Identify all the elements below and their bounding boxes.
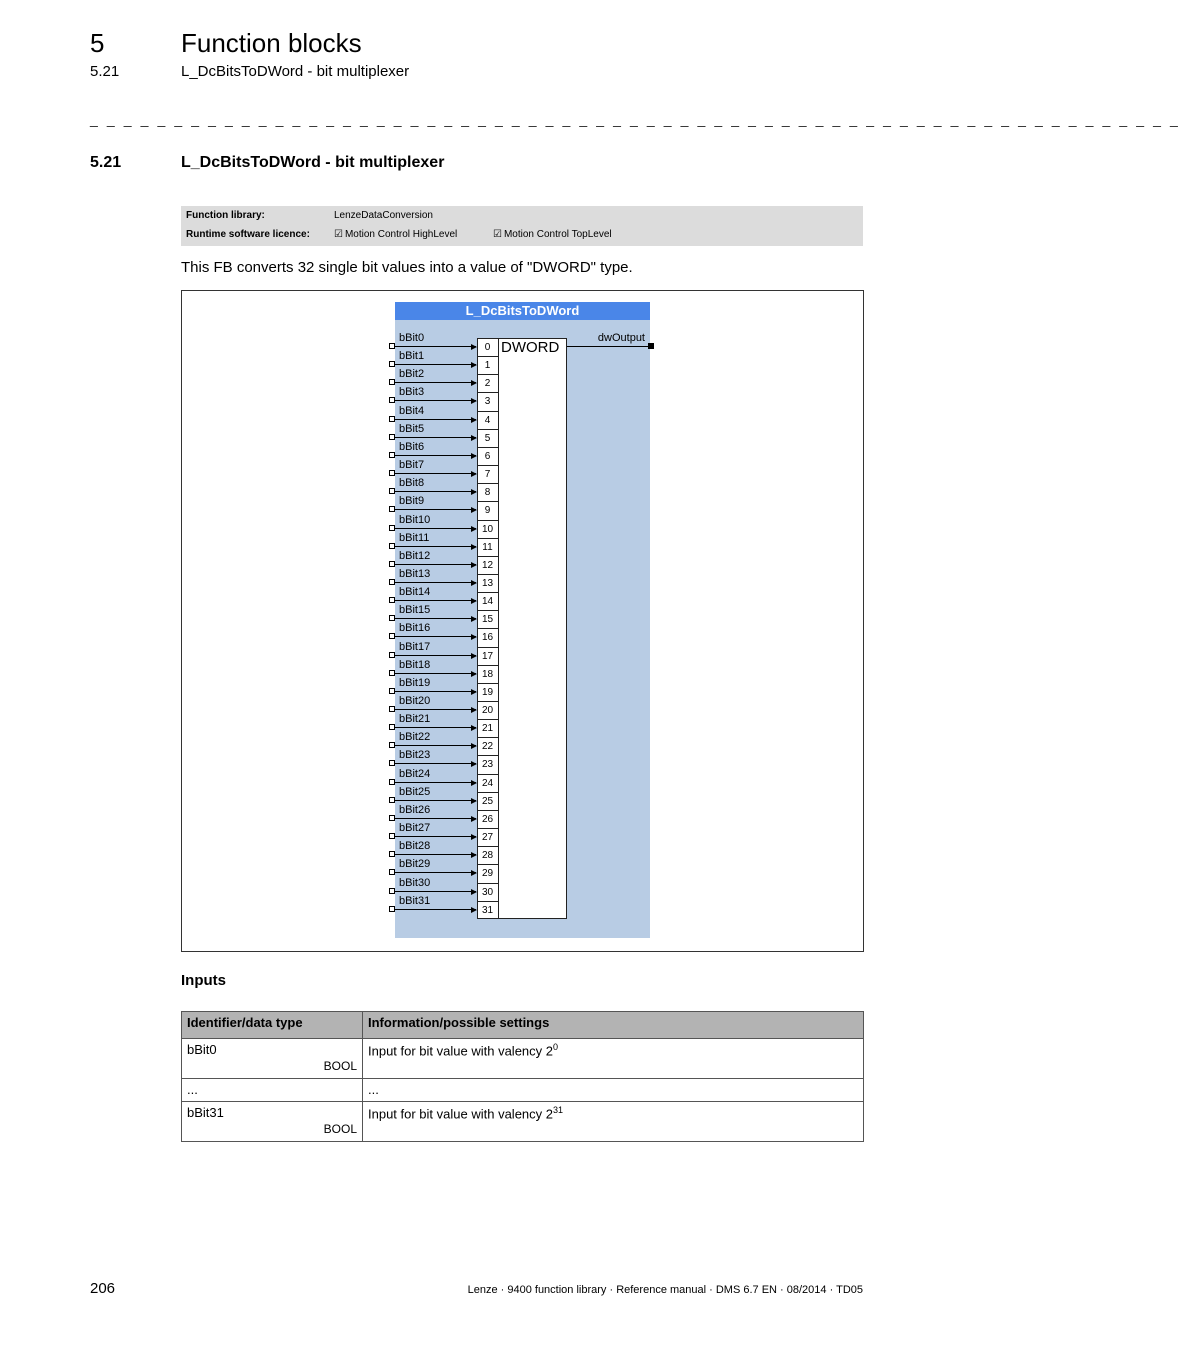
licence-toplevel <box>493 229 612 240</box>
input-pin-label: bBit18 <box>399 658 431 671</box>
input-pin-label: bBit2 <box>399 368 425 381</box>
input-pin-label: bBit30 <box>399 876 431 889</box>
input-pin-terminal <box>389 633 395 639</box>
data-type: BOOL <box>323 1059 357 1073</box>
input-pin-terminal <box>389 851 395 857</box>
input-pin-line <box>393 909 476 910</box>
function-block-title: L_DcBitsToDWord <box>395 302 650 320</box>
info-cell <box>363 1079 864 1102</box>
pin-number: 13 <box>477 574 498 592</box>
input-pin-line <box>393 618 476 619</box>
input-pin-line <box>393 600 476 601</box>
input-pin-line <box>393 636 476 637</box>
input-pin-terminal <box>389 488 395 494</box>
chapter-title: Function blocks <box>181 28 362 58</box>
input-pin-label: bBit19 <box>399 676 431 689</box>
licence-label: Runtime software licence: <box>186 229 310 240</box>
col-info-header: Information/possible settings <box>363 1012 864 1039</box>
info-text: Input for bit value with valency 2 <box>368 1043 553 1059</box>
input-pin-line <box>393 473 476 474</box>
input-pin-line <box>393 346 476 347</box>
pin-number: 12 <box>477 556 498 574</box>
output-label: dwOutput <box>597 332 645 344</box>
input-pin-line <box>393 364 476 365</box>
input-pin-label: bBit21 <box>399 713 431 726</box>
input-pin-label: bBit7 <box>399 459 425 472</box>
input-pin-line <box>393 872 476 873</box>
pin-number: 9 <box>477 501 498 519</box>
input-pin-label: bBit11 <box>399 531 430 544</box>
pin-number: 21 <box>477 719 498 737</box>
input-pin-label: bBit25 <box>399 785 431 798</box>
inputs-table <box>181 1011 864 1142</box>
input-pin-terminal <box>389 869 395 875</box>
input-pin-label: bBit24 <box>399 767 431 780</box>
input-pin-terminal <box>389 361 395 367</box>
input-pin-terminal <box>389 597 395 603</box>
input-pin-line <box>393 673 476 674</box>
input-pin-label: bBit28 <box>399 840 431 853</box>
pin-number: 8 <box>477 483 498 501</box>
input-pin-label: bBit31 <box>399 894 431 907</box>
checkbox-icon: ☑ <box>334 229 343 240</box>
input-pin-terminal <box>389 506 395 512</box>
pin-number: 18 <box>477 665 498 683</box>
input-pin-label: bBit23 <box>399 749 431 762</box>
table-header-row <box>182 1012 864 1039</box>
input-pin-line <box>393 564 476 565</box>
input-pin-line <box>393 854 476 855</box>
table-row <box>182 1102 864 1142</box>
pin-number: 0 <box>477 338 498 356</box>
header-divider: _ _ _ _ _ _ _ _ _ _ _ _ _ _ _ _ _ _ _ _ _ _ _ _ _ _ _ _ _ _ _ _ _ _ _ _ _ _ _ _ _ _ _ _ _ _ _ _ _ _ _ _ _ _ _ _ _ _ _ _ _ _ _ _ _ <box>90 111 1180 127</box>
checkbox-icon: ☑ <box>493 229 502 240</box>
input-pin-line <box>393 455 476 456</box>
input-pin-line <box>393 509 476 510</box>
input-pin-terminal <box>389 760 395 766</box>
input-pin-terminal <box>389 833 395 839</box>
pin-number: 24 <box>477 774 498 792</box>
input-pin-label: bBit15 <box>399 604 431 617</box>
input-pin-label: bBit9 <box>399 495 425 508</box>
section-number: 5.21 <box>90 154 122 171</box>
input-pin-label: bBit17 <box>399 640 431 653</box>
input-pin-line <box>393 491 476 492</box>
input-pin-line <box>393 745 476 746</box>
input-pin-terminal <box>389 579 395 585</box>
pin-number: 6 <box>477 447 498 465</box>
input-pin-terminal <box>389 742 395 748</box>
table-row <box>182 1079 864 1102</box>
identifier-cell <box>182 1079 363 1102</box>
pin-number: 2 <box>477 374 498 392</box>
exponent: 0 <box>553 1042 559 1052</box>
info-cell <box>363 1039 864 1079</box>
input-pin-line <box>393 528 476 529</box>
library-info-box <box>181 206 863 246</box>
input-pin-label: bBit6 <box>399 440 425 453</box>
input-pin-terminal <box>389 652 395 658</box>
input-pin-label: bBit10 <box>399 513 431 526</box>
input-pin-label: bBit16 <box>399 622 431 635</box>
input-pin-terminal <box>389 724 395 730</box>
input-pin-line <box>393 836 476 837</box>
input-pin-terminal <box>389 379 395 385</box>
exponent: 31 <box>553 1105 564 1115</box>
identifier-cell <box>182 1102 363 1142</box>
pin-number: 4 <box>477 411 498 429</box>
pin-number: 16 <box>477 628 498 646</box>
input-pin-label: bBit20 <box>399 695 431 707</box>
pin-number: 17 <box>477 647 498 665</box>
input-pin-terminal <box>389 906 395 912</box>
pin-number: 1 <box>477 356 498 374</box>
input-pin-line <box>393 546 476 547</box>
input-pin-line <box>393 782 476 783</box>
library-value: LenzeDataConversion <box>334 210 433 221</box>
page-number: 206 <box>90 1280 116 1297</box>
footer-text: Lenze · 9400 function library · Reference manual · DMS 6.7 EN · 08/2014 · TD05 <box>467 1284 863 1296</box>
input-pin-line <box>393 582 476 583</box>
pin-number: 29 <box>477 864 498 882</box>
input-pin-terminal <box>389 706 395 712</box>
input-pin-terminal <box>389 670 395 676</box>
input-pin-terminal <box>389 888 395 894</box>
input-pin-label: bBit5 <box>399 422 425 435</box>
input-pin-label: bBit0 <box>399 332 425 344</box>
input-pin-line <box>393 891 476 892</box>
input-pin-line <box>393 691 476 692</box>
table-row <box>182 1039 864 1079</box>
input-pin-label: bBit14 <box>399 586 431 599</box>
pin-number: 20 <box>477 701 498 719</box>
pin-number: 15 <box>477 610 498 628</box>
input-pin-terminal <box>389 615 395 621</box>
input-pin-label: bBit22 <box>399 731 431 744</box>
input-pin-line <box>393 727 476 728</box>
chapter-number: 5 <box>90 28 105 58</box>
input-pin-line <box>393 818 476 819</box>
pin-number: 23 <box>477 755 498 773</box>
pin-number: 5 <box>477 429 498 447</box>
input-pin-terminal <box>389 397 395 403</box>
pin-number: 22 <box>477 737 498 755</box>
intro-text: This FB converts 32 single bit values into a value of "DWORD" type. <box>181 259 633 276</box>
pin-number: 26 <box>477 810 498 828</box>
identifier-cell <box>182 1039 363 1079</box>
input-pin-line <box>393 709 476 710</box>
pin-number: 11 <box>477 538 498 556</box>
licence-highlevel <box>334 229 457 240</box>
identifier: ... <box>187 1082 198 1097</box>
input-pin-line <box>393 655 476 656</box>
input-pin-terminal <box>389 688 395 694</box>
pin-number: 25 <box>477 792 498 810</box>
input-pin-line <box>393 382 476 383</box>
info-cell <box>363 1102 864 1142</box>
pin-number: 7 <box>477 465 498 483</box>
input-pin-terminal <box>389 543 395 549</box>
input-pin-terminal <box>389 561 395 567</box>
input-pin-label: bBit26 <box>399 803 431 816</box>
pin-number: 19 <box>477 683 498 701</box>
library-label: Function library: <box>186 210 265 221</box>
input-pin-label: bBit1 <box>399 350 425 363</box>
pin-number: 31 <box>477 901 498 919</box>
input-pin-label: bBit13 <box>399 567 431 580</box>
pin-number: 28 <box>477 846 498 864</box>
input-pin-terminal <box>389 797 395 803</box>
pin-number: 10 <box>477 520 498 538</box>
section-title: L_DcBitsToDWord - bit multiplexer <box>181 154 445 171</box>
input-pin-terminal <box>389 343 395 349</box>
licence-highlevel-text: Motion Control HighLevel <box>344 229 458 240</box>
header-section-title: L_DcBitsToDWord - bit multiplexer <box>181 63 410 80</box>
licence-toplevel-text: Motion Control TopLevel <box>503 229 612 240</box>
header-section-number: 5.21 <box>90 63 120 80</box>
input-pin-line <box>393 437 476 438</box>
input-pin-line <box>393 419 476 420</box>
input-pin-label: bBit27 <box>399 822 431 835</box>
input-pin-label: bBit3 <box>399 386 425 399</box>
pin-number: 3 <box>477 392 498 410</box>
input-pin-terminal <box>389 434 395 440</box>
input-pin-terminal <box>389 815 395 821</box>
input-pin-terminal <box>389 779 395 785</box>
inputs-heading: Inputs <box>181 972 226 989</box>
input-pin-label: bBit12 <box>399 549 431 562</box>
input-pin-label: bBit29 <box>399 858 431 871</box>
pin-number: 27 <box>477 828 498 846</box>
dword-type-label: DWORD <box>501 339 560 356</box>
identifier: bBit0 <box>187 1042 217 1057</box>
pin-number: 14 <box>477 592 498 610</box>
input-pin-terminal <box>389 525 395 531</box>
pin-number: 30 <box>477 883 498 901</box>
input-pin-terminal <box>389 416 395 422</box>
input-pin-terminal <box>389 470 395 476</box>
input-pin-line <box>393 400 476 401</box>
input-pin-line <box>393 763 476 764</box>
col-identifier-header: Identifier/data type <box>182 1012 363 1039</box>
input-pin-terminal <box>389 452 395 458</box>
data-type: BOOL <box>323 1122 357 1136</box>
output-line <box>567 346 649 347</box>
info-text: Input for bit value with valency 2 <box>368 1106 553 1122</box>
input-pin-line <box>393 800 476 801</box>
input-pin-label: bBit4 <box>399 404 425 417</box>
input-pin-label: bBit8 <box>399 477 425 490</box>
identifier: bBit31 <box>187 1105 224 1120</box>
info-text: ... <box>368 1082 379 1097</box>
output-terminal <box>648 343 654 349</box>
